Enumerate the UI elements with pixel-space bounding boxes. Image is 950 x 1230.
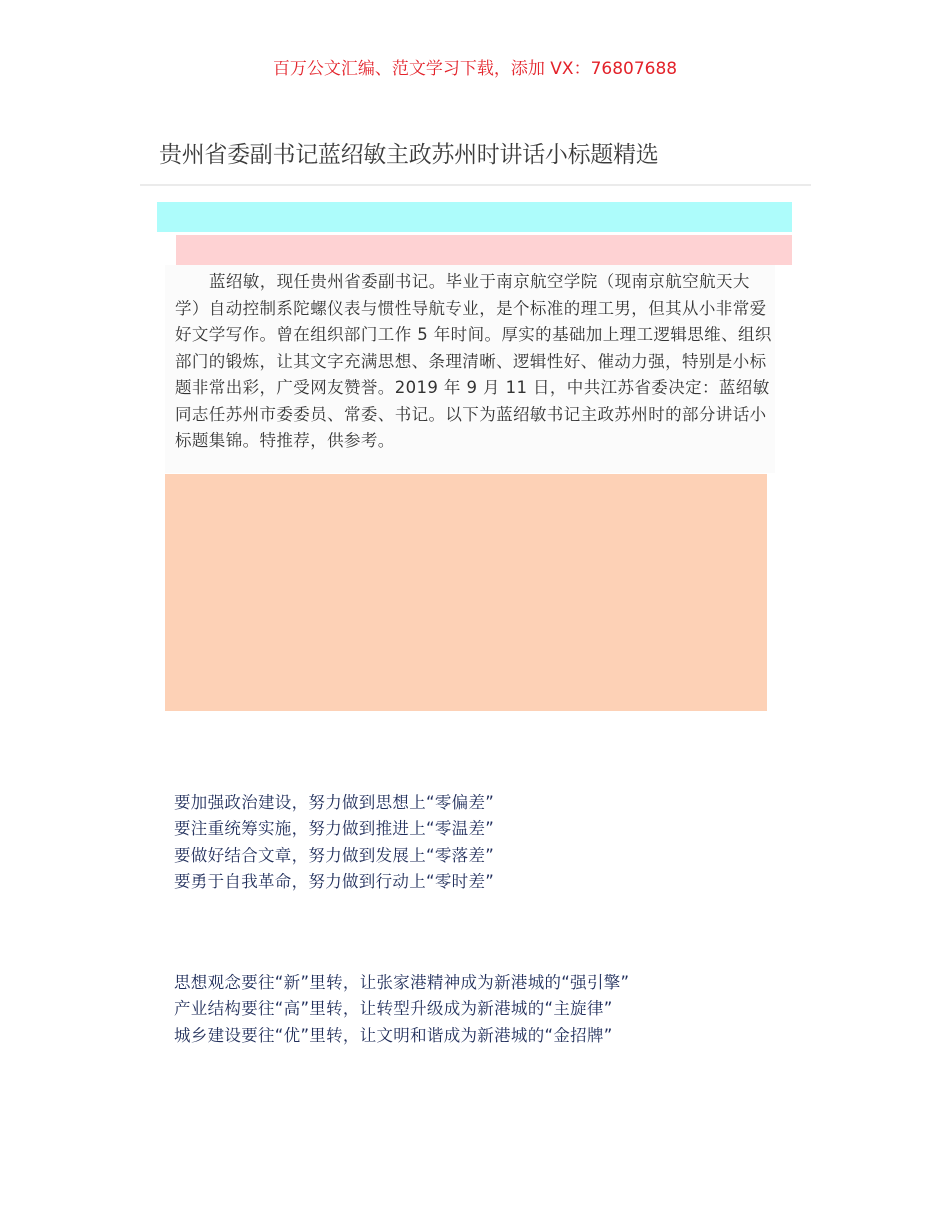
headline-list-a [174, 790, 494, 895]
promo-banner: 百万公文汇编、范文学习下载，添加 VX：76807688 [272, 59, 678, 79]
intro-section [165, 265, 775, 473]
image-placeholder-peach [165, 474, 767, 711]
list-item: 要做好结合文章，努力做到发展上“零落差” [174, 845, 495, 865]
list-item: 要勇于自我革命，努力做到行动上“零时差” [174, 871, 495, 891]
headline-list-b [174, 970, 629, 1049]
image-placeholder-cyan [157, 202, 792, 232]
list-item: 思想观念要往“新”里转，让张家港精神成为新港城的“强引擎” [174, 973, 630, 992]
intro-paragraph: 蓝绍敏，现任贵州省委副书记。毕业于南京航空学院（现南京航空航天大学）自动控制系陀螺仪表与惯性导航专业，是个标准的理工男，但其从小非常爱好文学写作。曾在组织部门工作 5 年时间。厚实的基础加上理工逻辑思维、组织部门的锻炼，让其文字充满思想、条理清晰、逻辑性好、催动力强，特别是小标题非常出彩，广受网友赞誉。2019 年 9 月 11 日，中共江苏省委决定：蓝绍敏同志任苏州市委委员、常委、书记。以下为蓝绍敏书记主政苏州时的部分讲话小标题集锦。特推荐，供参考。 [175, 272, 772, 450]
page-title: 贵州省委副书记蓝绍敏主政苏州时讲话小标题精选 [159, 142, 659, 168]
list-item: 城乡建设要往“优”里转，让文明和谐成为新港城的“金招牌” [174, 1025, 613, 1045]
image-placeholder-pink [176, 235, 792, 265]
list-item: 要加强政治建设，努力做到思想上“零偏差” [174, 793, 495, 812]
list-item: 要注重统筹实施，努力做到推进上“零温差” [174, 819, 495, 839]
list-item: 产业结构要往“高”里转，让转型升级成为新港城的“主旋律” [174, 999, 613, 1019]
title-divider [140, 184, 811, 186]
